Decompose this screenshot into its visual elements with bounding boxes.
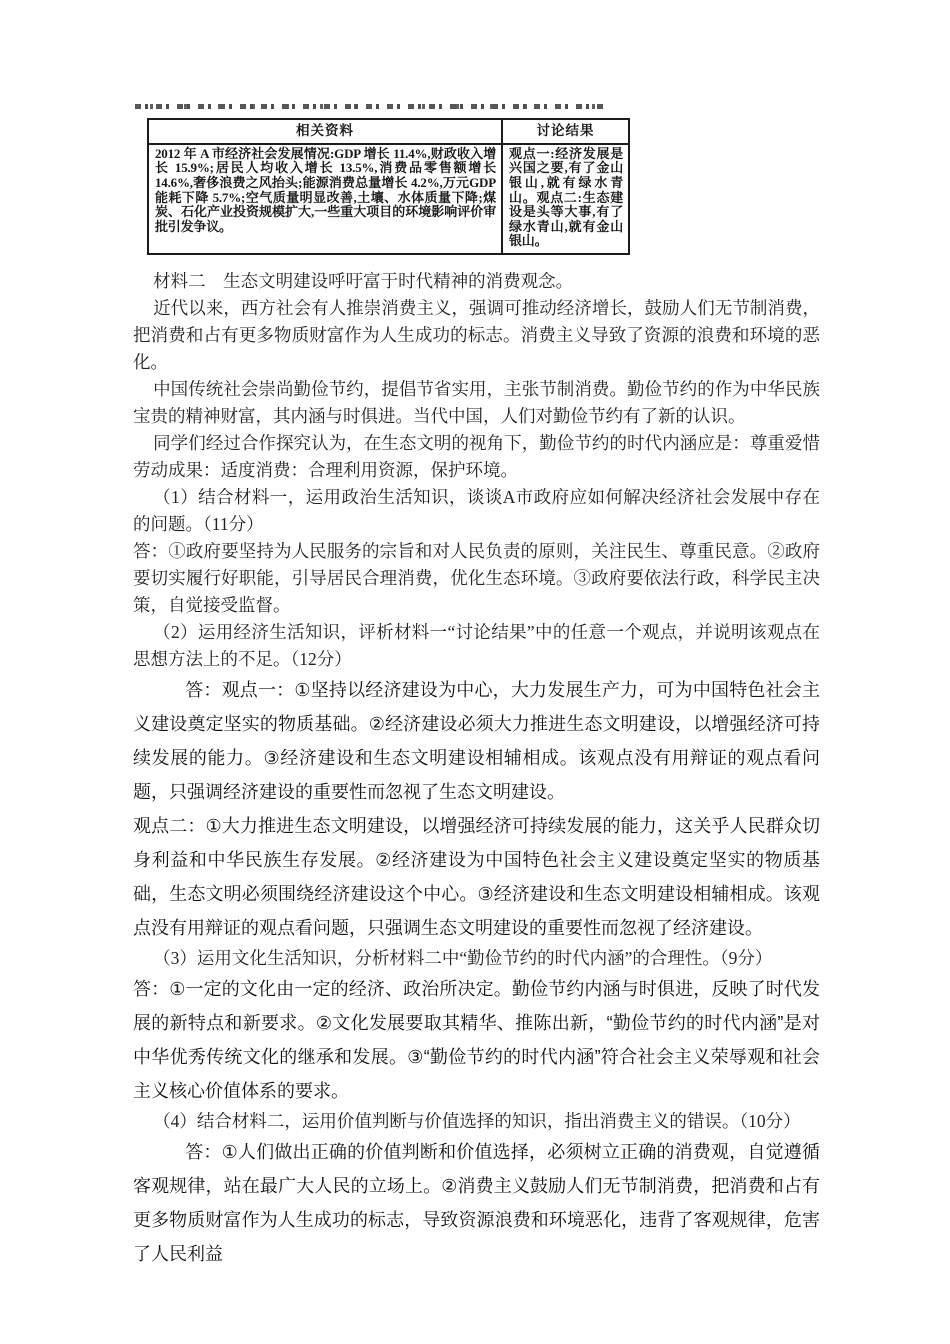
body-paragraphs [133,268,820,1271]
material-2-heading: 材料二 生态文明建设呼吁富于时代精神的消费观念。 [153,271,574,292]
question-3: （3）运用文化生活知识，分析材料二中“勤俭节约的时代内涵”的合理性。（9分） [153,948,773,969]
clipped-text-line [135,104,605,109]
material-2-paragraph-thrift: 中国传统社会崇尚勤俭节约，提倡节省实用，主张节制消费。勤俭节约的作为中华民族宝贵的精神财富，其内涵与时俱进。当代中国，人们对勤俭节约有了新的认识。 [133,379,820,427]
table-header-discussion-result: 讨论结果 [502,119,629,144]
table-cell-discussion-result: 观点一:经济发展是兴国之要,有了金山银山,就有绿水青山。观点二:生态建设是头等大事,有了绿水青山,就有金山银山。 [502,144,629,254]
answer-3: 答：①一定的文化由一定的经济、政治所决定。勤俭节约内涵与时俱进，反映了时代发展的新特点和新要求。②文化发展要取其精华、推陈出新，“勤俭节约的时代内涵”是对中华优秀传统文化的继承和发展。③“勤俭节约的时代内涵”符合社会主义荣辱观和社会主义核心价值体系的要求。 [133,979,820,1102]
answer-2-viewpoint-2: 观点二：①大力推进生态文明建设，以增强经济可持续发展的能力，这关乎人民群众切身利益和中华民族生存发展。②经济建设为中国特色社会主义建设奠定坚实的物质基础，生态文明必须围绕经济建设这个中心。③经济建设和生态文明建设相辅相成。该观点没有用辩证的观点看问题，只强调生态文明建设的重要性而忽视了经济建设。 [133,816,820,939]
answer-2-viewpoint-1: 答：观点一：①坚持以经济建设为中心，大力发展生产力，可为中国特色社会主义建设奠定坚实的物质基础。②经济建设必须大力推进生态文明建设，以增强经济可持续发展的能力。③经济建设和生态文明建设相辅相成。该观点没有用辩证的观点看问题，只强调经济建设的重要性而忽视了生态文明建设。 [133,680,820,803]
question-4: （4）结合材料二，运用价值判断与价值选择的知识，指出消费主义的错误。（10分） [153,1111,801,1132]
table-row [148,144,629,254]
table-header-row [148,119,629,144]
answer-4: 答：①人们做出正确的价值判断和价值选择，必须树立正确的消费观，自觉遵循客观规律，站在最广大人民的立场上。②消费主义鼓励人们无节制消费，把消费和占有更多物质财富作为人生成功的标志，导致资源浪费和环境恶化，违背了客观规律，危害了人民利益 [133,1142,820,1265]
material-2-paragraph-consumerism: 近代以来，西方社会有人推崇消费主义，强调可推动经济增长，鼓励人们无节制消费，把消费和占有更多物质财富作为人生成功的标志。消费主义导致了资源的浪费和环境的恶化。 [133,298,820,373]
question-1: （1）结合材料一，运用政治生活知识，谈谈A市政府应如何解决经济社会发展中存在的问题。（11分） [133,487,820,535]
question-2: （2）运用经济生活知识，评析材料一“讨论结果”中的任意一个观点，并说明该观点在思想方法上的不足。（12分） [133,622,820,670]
table-header-related-data: 相关资料 [148,119,502,144]
material-2-paragraph-students: 同学们经过合作探究认为，在生态文明的视角下，勤俭节约的时代内涵应是：尊重爱惜劳动成果：适度消费：合理利用资源，保护环境。 [133,433,820,481]
answer-1: 答：①政府要坚持为人民服务的宗旨和对人民负责的原则，关注民生、尊重民意。②政府要切实履行好职能，引导居民合理消费，优化生态环境。③政府要依法行政，科学民主决策，自觉接受监督。 [133,541,820,616]
table-cell-related-data: 2012 年 A 市经济社会发展情况:GDP 增长 11.4%,财政收入增长 15.9%;居民人均收入增长 13.5%,消费品零售额增长 14.6%,奢侈浪费之风抬头;能源消费总量增长 4.2%,万元GDP 能耗下降 5.7%;空气质量明显改善,土壤、水体质量下降;煤炭、石化产业投资规模扩大,一些重大项目的环境影响评价审批引发争议。 [148,144,502,254]
materials-table [147,118,630,255]
